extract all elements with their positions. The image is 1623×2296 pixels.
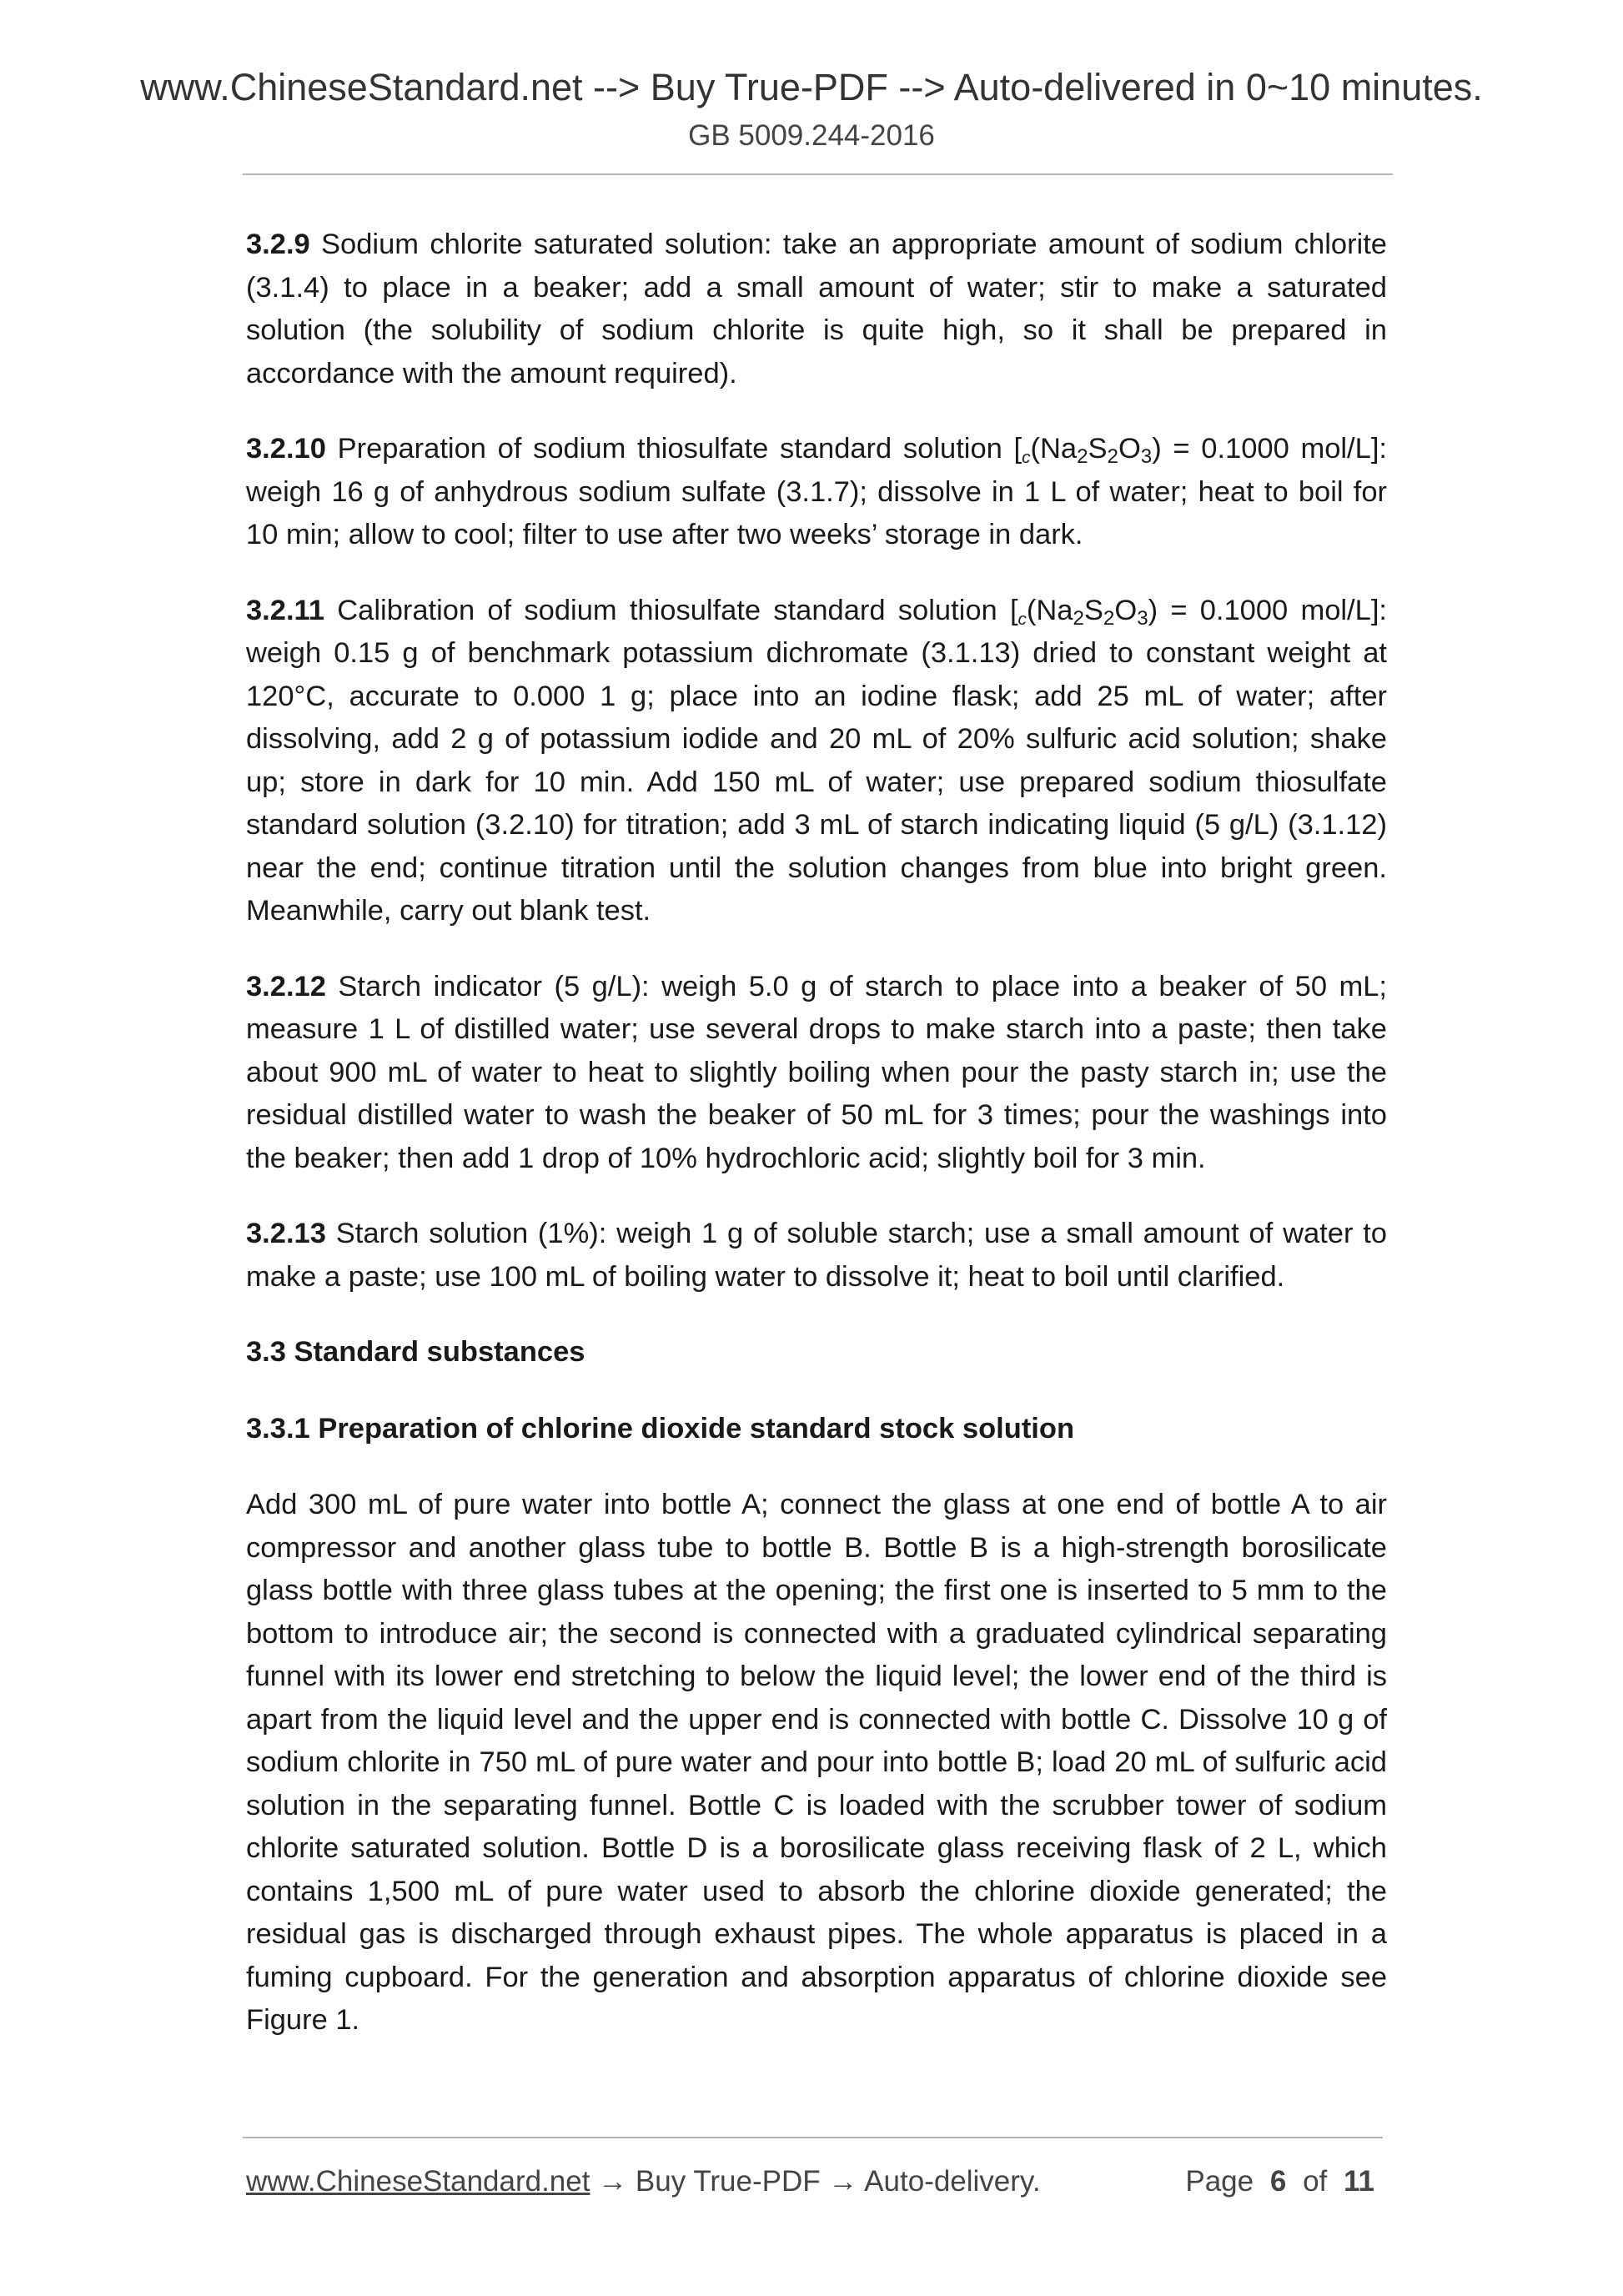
page-indicator	[1185, 2160, 1383, 2203]
paragraph-3-2-13	[246, 1213, 1387, 1299]
clause-number: 3.2.10	[246, 433, 326, 465]
concentration-formula: $c(Na_2S_2O_3) = 0.1000$ mol/L]:	[1018, 594, 1387, 630]
paragraph-3-2-12	[246, 966, 1387, 1181]
clause-lead: Preparation of sodium thiosulfate standard solution [	[337, 433, 1023, 465]
footer-site-link[interactable]: www.ChineseStandard.net	[246, 2165, 590, 2198]
paragraph-3-2-9	[246, 224, 1387, 395]
document-body	[246, 224, 1387, 2075]
clause-text: Sodium chlorite saturated solution: take an appropriate amount of sodium chlorite (3.1.4) to place in a beaker; add a small amount of water; stir to make a saturated solution (the solubility of sodium chlorite is quite high, so it shall be prepared in accordance with the amount required).	[246, 229, 1387, 389]
clause-text: Starch solution (1%): weigh 1 g of soluble starch; use a small amount of water to make a paste; use 100 mL of boiling water to dissolve it; heat to boil until clarified.	[246, 1218, 1387, 1293]
footer-divider	[243, 2137, 1383, 2138]
concentration-formula: $c(Na_2S_2O_3) = 0.1000$ mol/L]:	[1022, 433, 1387, 469]
page-footer	[246, 2160, 1383, 2203]
header-divider	[243, 173, 1393, 175]
section-heading-3-3: 3.3 Standard substances	[246, 1336, 585, 1368]
page-label: Page	[1185, 2165, 1254, 2198]
section-heading-3-3-1: 3.3.1 Preparation of chlorine dioxide standard stock solution	[246, 1412, 1075, 1444]
clause-number: 3.2.13	[246, 1218, 326, 1249]
clause-number: 3.2.9	[246, 229, 310, 260]
clause-number: 3.2.12	[246, 970, 326, 1002]
clause-number: 3.2.11	[246, 594, 325, 626]
of-label: of	[1303, 2165, 1328, 2198]
clause-text: weigh 0.15 g of benchmark potassium dichromate (3.1.13) dried to constant weight at 120°C, accurate to 0.000 1 g; place into an iodine flask; add 25 mL of water; after dissolving, add 2 g of potassium iodide and 20 mL of 20% sulfuric acid solution; shake up; store in dark for 10 min. Add 150 mL of water; use prepared sodium thiosulfate standard solution (3.2.10) for titration; add 3 mL of starch indicating liquid (5 g/L) (3.1.12) near the end; continue titration until the solution changes from blue into bright green. Meanwhile, carry out blank test.	[246, 637, 1387, 927]
header-banner: www.ChineseStandard.net --> Buy True-PDF --> Auto-delivered in 0~10 minutes.	[140, 66, 1483, 108]
clause-text: Starch indicator (5 g/L): weigh 5.0 g of starch to place into a beaker of 50 mL; measure 1 L of distilled water; use several drops to make starch into a paste; then take about 900 mL of water to heat to slightly boiling when pour the pasty starch in; use the residual distilled water to wash the beaker of 50 mL for 3 times; pour the washings into the beaker; then add 1 drop of 10% hydrochloric acid; slightly boil for 3 min.	[246, 970, 1387, 1174]
clause-lead: Calibration of sodium thiosulfate standard solution [	[337, 594, 1018, 626]
clause-text: weigh 16 g of anhydrous sodium sulfate (3.1.7); dissolve in 1 L of water; heat to boil for 10 min; allow to cool; filter to use after two weeks’ storage in dark.	[246, 475, 1387, 550]
page-total: 11	[1344, 2165, 1374, 2198]
page-number: 6	[1269, 2165, 1287, 2198]
standard-code: GB 5009.244-2016	[688, 119, 935, 152]
paragraph-3-2-10	[246, 428, 1387, 557]
paragraph-3-2-11	[246, 590, 1387, 933]
footer-promo	[246, 2160, 1041, 2203]
footer-promo-text: → Buy True-PDF → Auto-delivery.	[590, 2165, 1041, 2198]
paragraph-3-3-1: Add 300 mL of pure water into bottle A; connect the glass at one end of bottle A to air compressor and another glass tube to bottle B. Bottle B is a high-strength borosilicate glass bottle with three glass tubes at the opening; the first one is inserted to 5 mm to the bottom to introduce air; the second is connected with a graduated cylindrical separating funnel with its lower end stretching to below the liquid level; the lower end of the third is apart from the liquid level and the upper end is connected with bottle C. Dissolve 10 g of sodium chlorite in 750 mL of pure water and pour into bottle B; load 20 mL of sulfuric acid solution in the separating funnel. Bottle C is loaded with the scrubber tower of sodium chlorite saturated solution. Bottle D is a borosilicate glass receiving flask of 2 L, which contains 1,500 mL of pure water used to absorb the chlorine dioxide generated; the residual gas is discharged through exhaust pipes. The whole apparatus is placed in a fuming cupboard. For the generation and absorption apparatus of chlorine dioxide see Figure 1.	[246, 1489, 1387, 2036]
